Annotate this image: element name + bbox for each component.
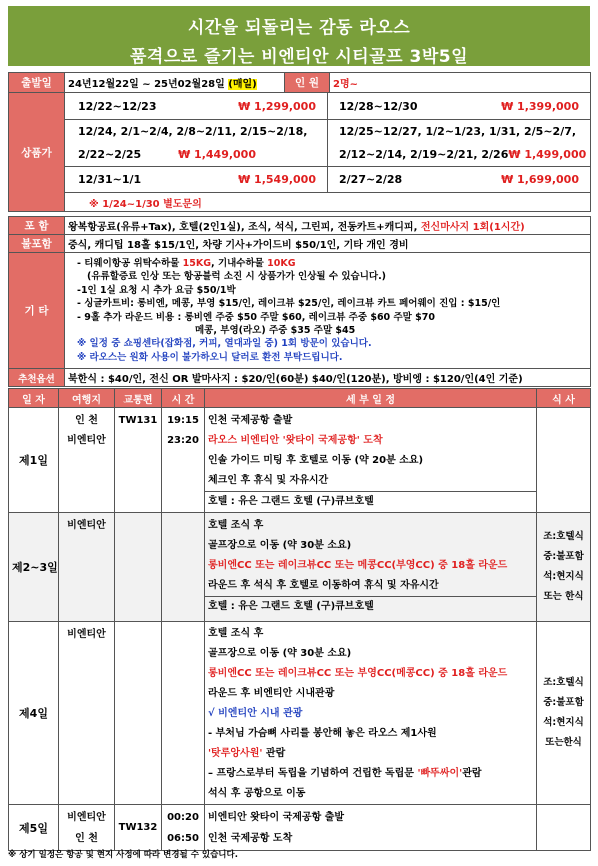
daily-badge: (매일) [228,79,257,90]
etc-line: - 9홀 추가 라운드 비용 : 롱비엔 주중 $50 주말 $60, 레이크뷰 주중 $60 주말 $70 [77,311,435,323]
etc-line: - 티웨이항공 위탁수하물 [77,257,183,269]
hotel-line: 호텔 : 유은 그랜드 호텔 (구)큐브호텔 [205,596,536,617]
schedule-table [8,388,591,851]
inclusion-table [8,216,591,387]
header-transport: 교통편 [115,389,162,408]
title-line1: 시간을 되돌리는 감동 라오스 [187,18,411,38]
etc-line: 메콩, 부영(라오) 주중 $35 주말 $45 [195,324,356,336]
day-label: 제5일 [9,805,59,851]
detail-line: 체크인 후 휴식 및 자유시간 [208,475,329,486]
meal: 석:현지식 [543,717,584,728]
meal: 또는 한식 [543,591,584,602]
detail-line: 라운드 후 비엔티안 시내관광 [208,688,335,699]
price-cell [65,120,328,167]
detail-line: 관람 [462,768,482,779]
price-cell [65,167,328,193]
price-value: ₩ 1,499,000 [508,148,587,161]
detail-line: 관람 [262,748,286,759]
meal: 또는한식 [545,737,582,748]
detail-line: – 프랑스로부터 독립을 기념하여 건립한 독립문 [208,768,418,779]
price-table [8,92,591,212]
price-dates: 12/31~1/1 [78,173,142,186]
detail-line: √ 비엔티안 시내 관광 [208,708,303,719]
meal: 중:불포함 [543,697,584,708]
price-value: ₩ 1,449,000 [178,148,256,161]
recommended-text: 북한식 : $40/인, 전신 OR 발마사지 : $20/인(60분) $40/인(120분), 방비엥 : $120/인(4인 기준) [65,369,591,387]
price-value: ₩ 1,399,000 [501,99,579,113]
etc-line: -1인 1실 요청 시 추가 요금 $50/1박 [77,284,236,296]
etc-highlight: 15KG [182,257,212,269]
recommended-label: 추천옵션 [9,369,65,387]
detail-line: 라오스 비엔티안 '왓타이 국제공항' 도착 [208,435,383,446]
detail-line: 롱비엔CC 또는 레이크뷰CC 또는 메콩CC(부영CC) 중 18홀 라운드 [208,560,508,571]
price-cell [328,93,591,120]
detail-line: 인천 국제공항 도착 [208,832,293,844]
price-cell [328,120,591,167]
title-banner [8,6,590,66]
etc-line: , 기내수하물 [211,257,268,269]
detail-highlight: '빠뚜싸이' [417,768,463,779]
detail-line: 석식 후 공항으로 이동 [208,788,306,799]
time: 23:20 [167,435,199,446]
price-cell [65,93,328,120]
etc-line: ※ 라오스는 원화 사용이 불가하오니 달러로 환전 부탁드립니다. [77,351,343,363]
detail-line: 비엔티안 왓타이 국제공항 출발 [208,811,345,823]
header-meal: 식 사 [537,389,591,408]
detail-line: 인천 국제공항 출발 [208,415,293,426]
price-dates: 12/25~12/27, 1/2~1/23, 1/31, 2/5~2/7, [339,125,577,138]
meal: 조:호텔식 [543,531,584,542]
price-dates: 2/12~2/14, 2/19~2/21, 2/26 [339,148,509,161]
included-label: 포 함 [9,217,65,235]
place: 비엔티안 [59,513,115,622]
departure-label: 출발일 [9,73,65,93]
detail-line: 골프장으로 이동 (약 30분 소요) [208,648,352,659]
detail-highlight: '탓루앙사원' [208,748,263,759]
flight: TW131 [115,408,162,513]
not-included-text: 중식, 캐디팁 18홀 $15/1인, 차량 기사+가이드비 $50/1인, 기타 개인 경비 [65,235,591,253]
etc-line: - 싱글카트비: 롱비엔, 메콩, 부영 $15/인, 레이크뷰 $25/인, 레이크뷰 카트 페어웨이 진입 : $15/인 [77,298,501,310]
included-highlight: 전신마사지 1회(1시간) [420,222,525,233]
included-text: 왕복항공료(유류+Tax), 호텔(2인1실), 조식, 석식, 그린피, 전동카트+캐디피, [68,222,421,233]
meal: 조:호텔식 [543,677,584,688]
time: 00:20 [167,811,199,823]
price-value: ₩ 1,549,000 [238,173,316,186]
day-label: 제2~3일 [9,513,59,622]
place: 인 천 [75,415,98,426]
detail-line: - 부처님 가슴뼈 사리를 봉안해 놓은 라오스 제1사원 [208,728,437,739]
time: 19:15 [167,415,199,426]
price-dates: 2/22~2/25 [78,148,142,161]
detail-line: 호텔 조식 후 [208,520,264,531]
etc-content [65,253,591,369]
flight: TW132 [115,805,162,851]
place: 비엔티안 [59,622,115,805]
price-dates: 12/24, 2/1~2/4, 2/8~2/11, 2/15~2/18, [78,125,308,138]
departure-dates: 24년12월22일 ~ 25년02월28일 [68,79,225,90]
etc-line: (유류할증료 인상 또는 항공블럭 소진 시 상품가가 인상될 수 있습니다.) [87,271,387,283]
meal: 중:불포함 [543,551,584,562]
price-dates: 12/28~12/30 [339,99,418,113]
place: 비엔티안 [67,811,106,823]
header-detail: 세 부 일 정 [205,389,537,408]
detail-line: 호텔 조식 후 [208,628,264,639]
price-dates: 12/22~12/23 [78,99,157,113]
detail-line: 롱비엔CC 또는 레이크뷰CC 또는 부영CC(메콩CC) 중 18홀 라운드 [208,668,508,679]
price-dates: 2/27~2/28 [339,173,403,186]
day-label: 제1일 [9,408,59,513]
product-price-label: 상품가 [9,93,65,212]
not-included-label: 불포함 [9,235,65,253]
meal: 석:현지식 [543,571,584,582]
day-label: 제4일 [9,622,59,805]
price-note: ※ 1/24~1/30 별도문의 [65,193,591,212]
etc-line: ※ 일정 중 쇼핑센타(잡화점, 커피, 열대과일 중) 1회 방문이 있습니다. [77,338,372,350]
time: 06:50 [167,832,199,844]
detail-line: 인솔 가이드 미팅 후 호텔로 이동 (약 20분 소요) [208,455,424,466]
price-value: ₩ 1,699,000 [501,173,579,186]
people-label: 인 원 [285,73,330,93]
price-value: ₩ 1,299,000 [238,99,316,113]
info-table [8,72,591,93]
price-cell [328,167,591,193]
header-day: 일 자 [9,389,59,408]
etc-label: 기 타 [9,253,65,369]
place: 인 천 [75,832,98,844]
hotel-line: 호텔 : 유은 그랜드 호텔 (구)큐브호텔 [205,491,536,512]
etc-highlight: 10KG [267,257,296,269]
header-place: 여행지 [59,389,115,408]
header-time: 시 간 [162,389,205,408]
people-value: 2명~ [330,73,591,93]
title-line2: 품격으로 즐기는 비엔티안 시티골프 3박5일 [129,47,468,67]
detail-line: 라운드 후 석식 후 호텔로 이동하여 휴식 및 자유시간 [208,580,439,591]
place: 비엔티안 [67,435,106,446]
detail-line: 골프장으로 이동 (약 30분 소요) [208,540,352,551]
footnote: ※ 상기 일정은 항공 및 현지 사정에 따라 변경될 수 있습니다. [8,850,238,860]
